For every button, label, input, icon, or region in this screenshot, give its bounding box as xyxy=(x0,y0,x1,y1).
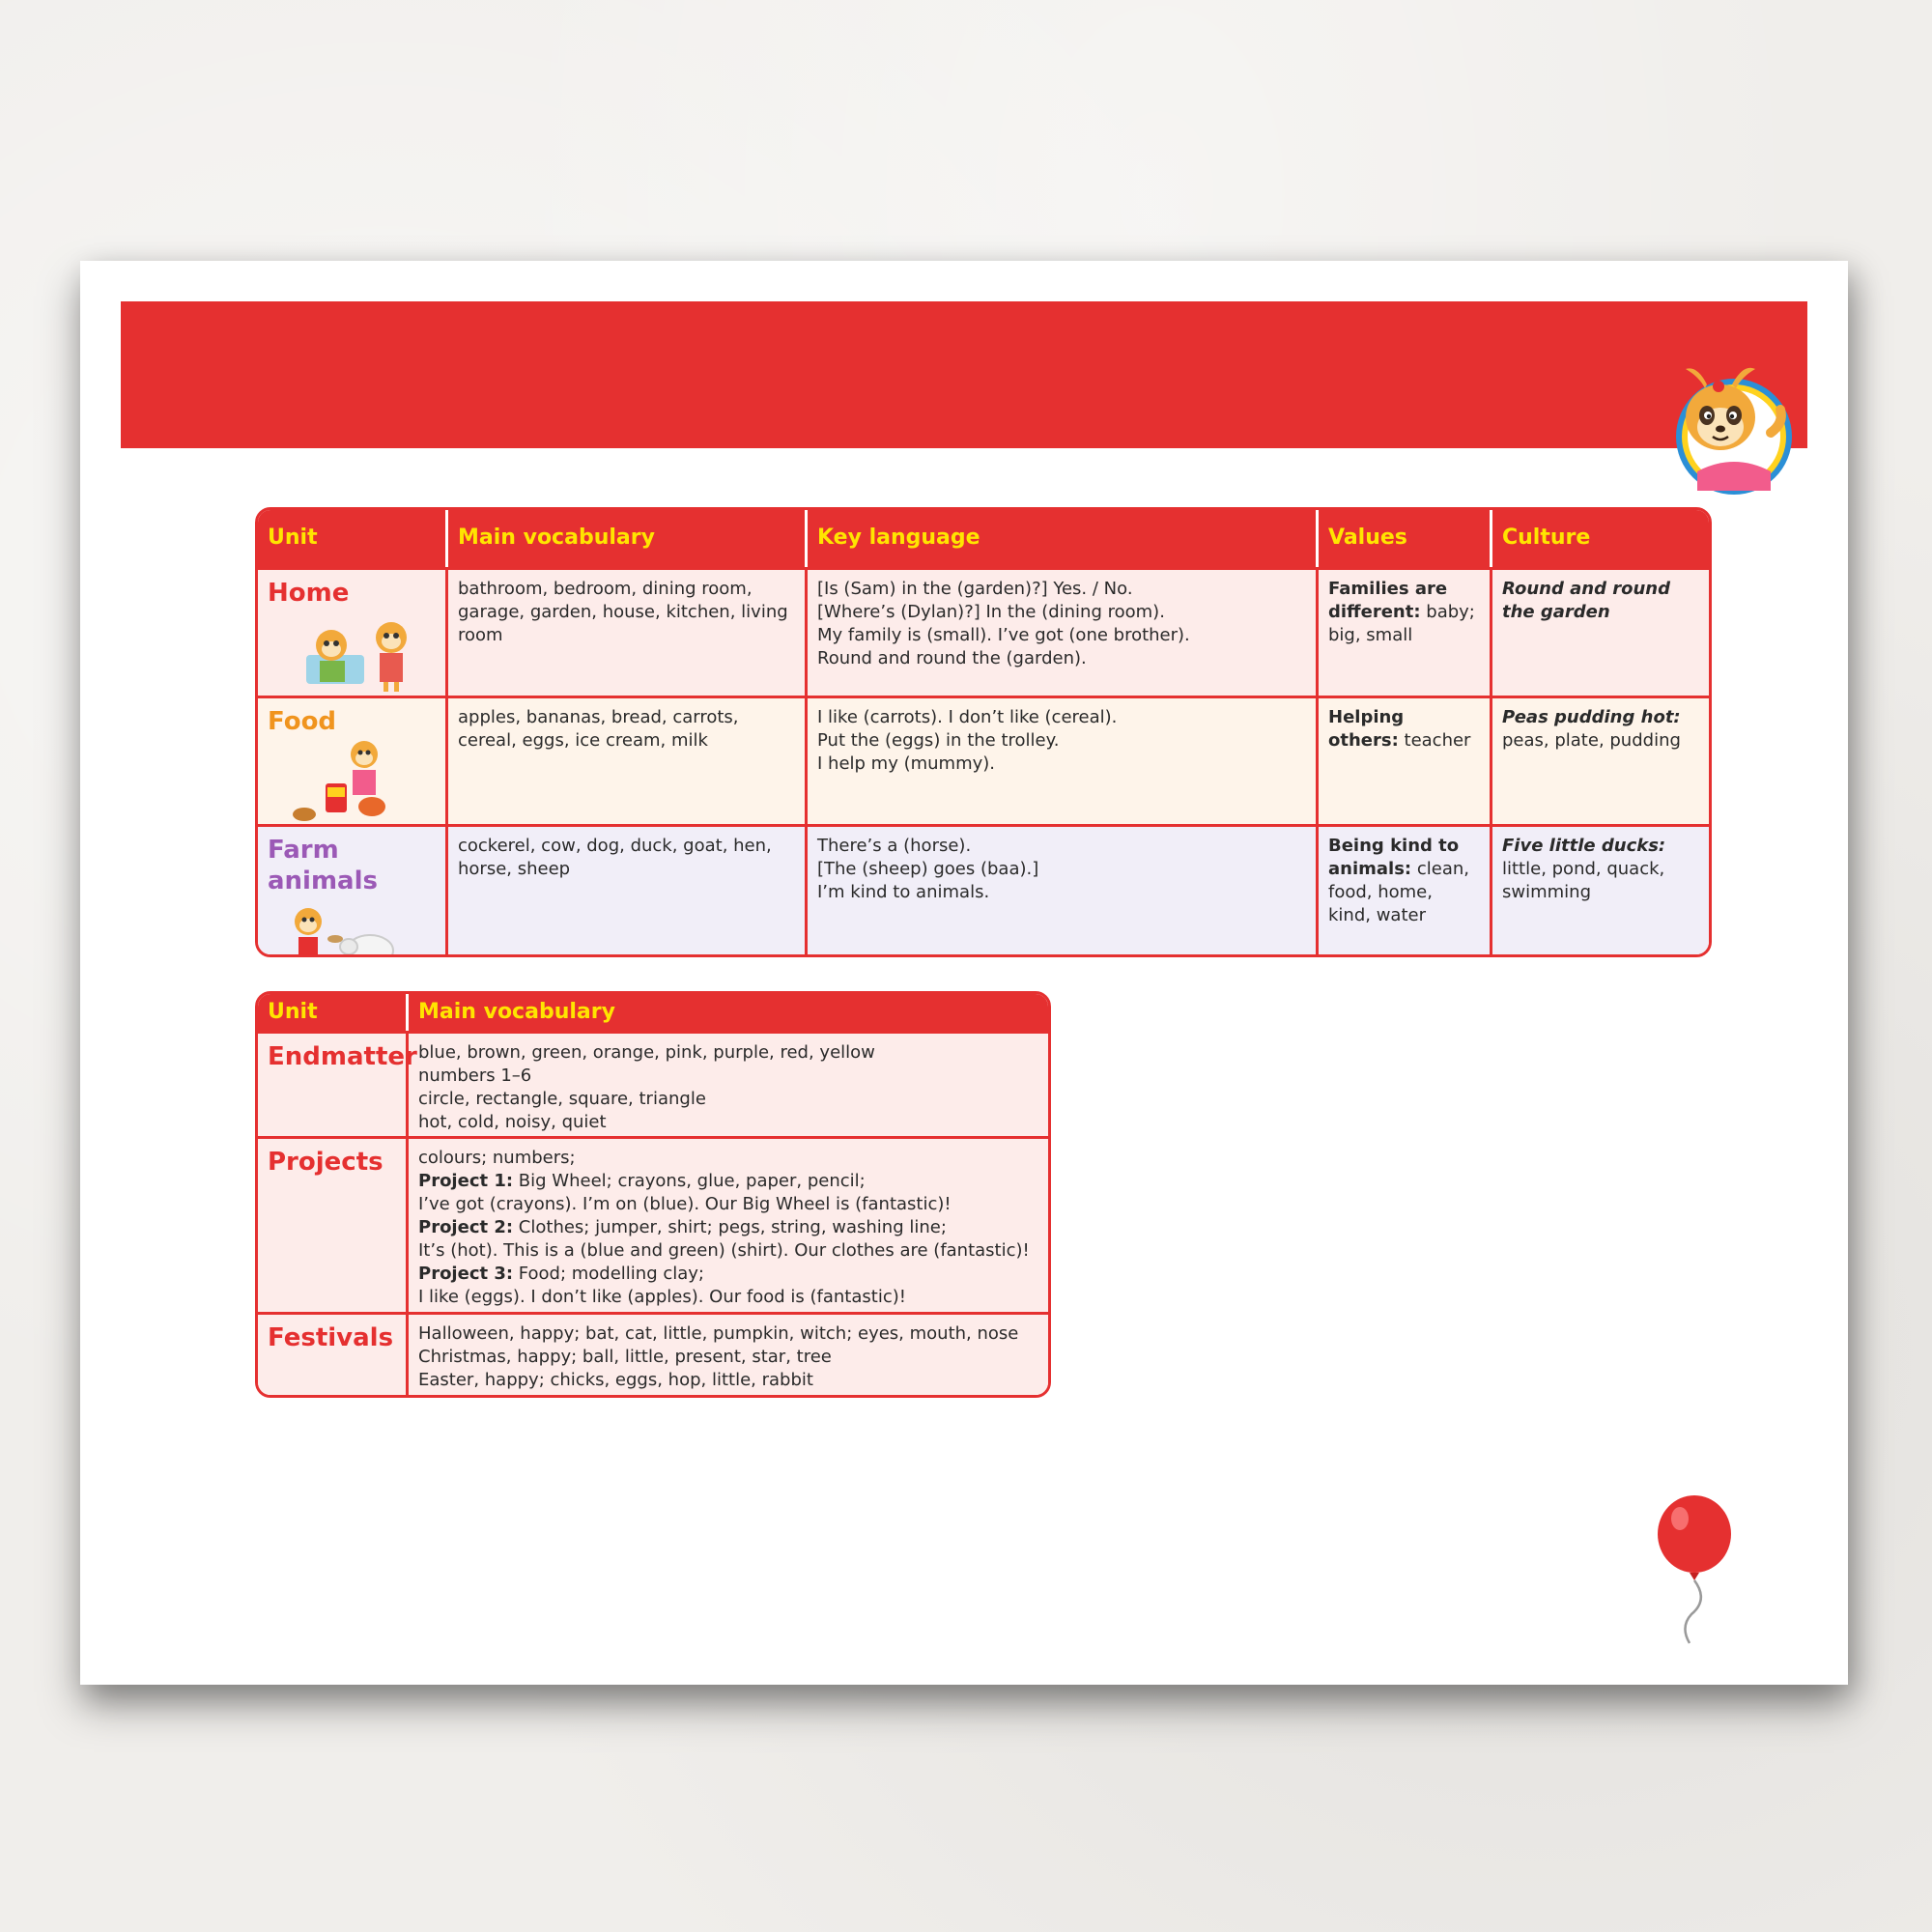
unit-cell xyxy=(258,827,448,955)
extras-table xyxy=(255,991,1051,1398)
document-page xyxy=(80,261,1848,1685)
project-label: Project 3: xyxy=(418,1264,514,1284)
culture-cell xyxy=(1492,570,1709,696)
table-row-home xyxy=(258,570,1709,698)
project-text: Food; modelling clay; xyxy=(513,1264,704,1284)
key-language-line: [Is (Sam) in the (garden)?] Yes. / No. xyxy=(817,579,1133,599)
values-cell xyxy=(1319,827,1492,955)
unit-cell xyxy=(258,1315,409,1395)
header-main-vocabulary: Main vocabulary xyxy=(448,510,808,567)
vocab-line: numbers 1–6 xyxy=(418,1065,532,1086)
table-header-row xyxy=(258,510,1709,570)
values-cell xyxy=(1319,570,1492,696)
key-language-cell xyxy=(808,698,1319,824)
unit-cell xyxy=(258,698,448,824)
vocab-line: It’s (hot). This is a (blue and green) (shirt). Our clothes are (fantastic)! xyxy=(418,1240,1030,1261)
food-illustration-icon xyxy=(287,741,422,822)
vocab-line xyxy=(418,1263,1038,1286)
table-row-farm-animals xyxy=(258,827,1709,955)
vocab-line: hot, cold, noisy, quiet xyxy=(418,1112,607,1132)
vocab-cell xyxy=(409,1034,1048,1136)
vocab-line: colours; numbers; xyxy=(418,1148,576,1168)
culture-text: little, pond, quack, swimming xyxy=(1502,859,1665,902)
key-language-line: I’m kind to animals. xyxy=(817,882,990,902)
meerkat-mascot-icon xyxy=(1657,355,1798,497)
table-row-projects xyxy=(258,1139,1048,1315)
vocab-line: circle, rectangle, square, triangle xyxy=(418,1089,706,1109)
key-language-line: [The (sheep) goes (baa).] xyxy=(817,859,1039,879)
culture-cell xyxy=(1492,698,1709,824)
key-language-line: There’s a (horse). xyxy=(817,836,972,856)
vocab-line xyxy=(418,1216,1038,1239)
values-text: baby; big, small xyxy=(1328,602,1475,645)
project-text: Clothes; jumper, shirt; pegs, string, washing line; xyxy=(513,1217,947,1237)
vocab-cell: apples, bananas, bread, carrots, cereal, eggs, ice cream, milk xyxy=(448,698,808,824)
table-row-food xyxy=(258,698,1709,827)
table-header-row xyxy=(258,994,1048,1034)
project-label: Project 1: xyxy=(418,1171,514,1191)
key-language-line: Round and round the (garden). xyxy=(817,648,1087,668)
vocab-line: blue, brown, green, orange, pink, purple, red, yellow xyxy=(418,1042,875,1063)
values-title: Being kind to animals: xyxy=(1328,836,1460,879)
unit-name-projects: Projects xyxy=(268,1148,384,1177)
vocab-cell: cockerel, cow, dog, duck, goat, hen, horse, sheep xyxy=(448,827,808,955)
table-row-endmatter xyxy=(258,1034,1048,1139)
project-label: Project 2: xyxy=(418,1217,514,1237)
header-values: Values xyxy=(1319,510,1492,567)
values-title: Families are different: xyxy=(1328,579,1448,622)
unit-cell xyxy=(258,1139,409,1312)
unit-name-farm-animals: Farm animals xyxy=(268,836,378,895)
key-language-line: Put the (eggs) in the trolley. xyxy=(817,730,1060,751)
culture-text: peas, plate, pudding xyxy=(1502,730,1681,751)
culture-title: Five little ducks: xyxy=(1502,836,1666,856)
vocab-line: Christmas, happy; ball, little, present, star, tree xyxy=(418,1347,832,1367)
vocab-line: I’ve got (crayons). I’m on (blue). Our Big Wheel is (fantastic)! xyxy=(418,1194,952,1214)
values-cell xyxy=(1319,698,1492,824)
unit-name-food: Food xyxy=(268,707,337,736)
culture-cell xyxy=(1492,827,1709,955)
values-text: teacher xyxy=(1398,730,1471,751)
key-language-line: My family is (small). I’ve got (one brother). xyxy=(817,625,1190,645)
culture-title: Peas pudding hot: xyxy=(1502,707,1681,727)
header-banner xyxy=(121,301,1807,448)
unit-name-festivals: Festivals xyxy=(268,1323,394,1352)
vocab-line xyxy=(418,1170,1038,1193)
header-key-language: Key language xyxy=(808,510,1319,567)
unit-cell xyxy=(258,570,448,696)
header-unit: Unit xyxy=(258,994,409,1031)
values-text: clean, food, home, kind, water xyxy=(1328,859,1469,925)
vocab-line: I like (eggs). I don’t like (apples). Our food is (fantastic)! xyxy=(418,1287,906,1307)
values-title: Helping others: xyxy=(1328,707,1405,751)
header-main-vocabulary: Main vocabulary xyxy=(418,1000,615,1024)
home-illustration-icon xyxy=(297,612,432,694)
key-language-line: [Where’s (Dylan)?] In the (dining room). xyxy=(817,602,1165,622)
table-row-festivals xyxy=(258,1315,1048,1395)
units-table xyxy=(255,507,1712,957)
header-culture: Culture xyxy=(1502,526,1591,550)
unit-name-endmatter: Endmatter xyxy=(268,1042,417,1071)
vocab-cell xyxy=(409,1315,1048,1395)
vocab-cell xyxy=(409,1139,1048,1312)
culture-title: Round and round the garden xyxy=(1502,579,1670,622)
key-language-cell xyxy=(808,570,1319,696)
key-language-cell xyxy=(808,827,1319,955)
project-text: Big Wheel; crayons, glue, paper, pencil; xyxy=(513,1171,866,1191)
unit-name-home: Home xyxy=(268,579,350,608)
vocab-line: Halloween, happy; bat, cat, little, pumpkin, witch; eyes, mouth, nose xyxy=(418,1323,1019,1344)
unit-cell xyxy=(258,1034,417,1136)
key-language-line: I like (carrots). I don’t like (cereal). xyxy=(817,707,1118,727)
header-unit: Unit xyxy=(258,510,448,567)
vocab-cell: bathroom, bedroom, dining room, garage, garden, house, kitchen, living room xyxy=(448,570,808,696)
key-language-line: I help my (mummy). xyxy=(817,753,995,774)
farm-illustration-icon xyxy=(277,900,412,957)
vocab-line: Easter, happy; chicks, eggs, hop, little, rabbit xyxy=(418,1370,813,1390)
red-balloon-icon xyxy=(1651,1493,1738,1648)
